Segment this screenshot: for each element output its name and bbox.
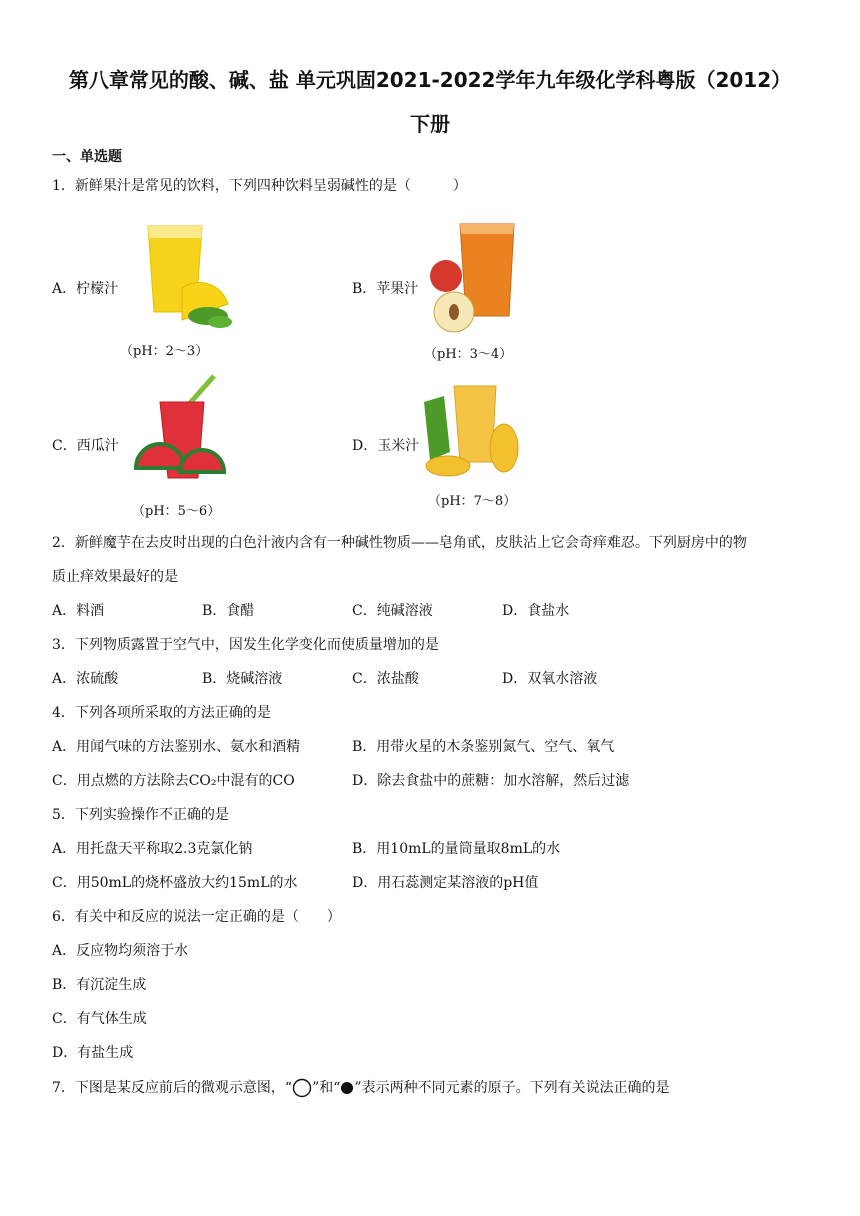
- black-atom-icon: [340, 1081, 354, 1095]
- question-5-stem: 5．下列实验操作不正确的是: [52, 807, 229, 823]
- white-atom-icon: [292, 1078, 312, 1098]
- q3-option-d: D．双氧水溶液: [502, 671, 598, 687]
- section-heading: 一、单选题: [52, 149, 122, 165]
- q6-option-c: C．有气体生成: [52, 1011, 147, 1027]
- question-7-stem-mid: ”和“: [312, 1080, 341, 1096]
- q4-option-c: C．用点燃的方法除去CO₂中混有的CO: [52, 773, 295, 789]
- apple-juice-image: [426, 220, 526, 334]
- lemon-juice-image: [132, 220, 232, 332]
- q3-option-a: A．浓硫酸: [52, 671, 119, 687]
- q6-option-a: A．反应物均须溶于水: [52, 943, 189, 959]
- q2-option-a: A．料酒: [52, 603, 105, 619]
- q3-option-c: C．浓盐酸: [352, 671, 419, 687]
- q4-option-d: D．除去食盐中的蔗糖：加水溶解，然后过滤: [352, 773, 630, 789]
- question-7-stem-post: ”表示两种不同元素的原子。下列有关说法正确的是: [354, 1080, 670, 1096]
- q3-option-b: B．烧碱溶液: [202, 671, 283, 687]
- q1-option-a: A．柠檬汁: [52, 281, 119, 297]
- q5-option-a: A．用托盘天平称取2.3克氯化钠: [52, 841, 253, 857]
- q1-option-d: D．玉米汁: [352, 438, 420, 454]
- q1-option-c-ph: （pH：5～6）: [132, 504, 221, 519]
- question-7-stem-pre: 7．下图是某反应前后的微观示意图，“: [52, 1080, 293, 1096]
- page-title-line2: 下册: [410, 112, 450, 136]
- q4-option-a: A．用闻气味的方法鉴别水、氨水和酒精: [52, 739, 301, 755]
- q1-option-b: B．苹果汁: [352, 281, 419, 297]
- q6-option-b: B．有沉淀生成: [52, 977, 147, 993]
- q4-option-b: B．用带火星的木条鉴别氮气、空气、氧气: [352, 739, 615, 755]
- question-2-stem-line1: 2．新鲜魔芋在去皮时出现的白色汁液内含有一种碱性物质——皂角甙，皮肤沾上它会奇痒难忍。下列厨房中的物: [52, 535, 747, 551]
- q1-option-b-ph: （pH：3～4）: [424, 347, 513, 362]
- question-3-stem: 3．下列物质露置于空气中，因发生化学变化而使质量增加的是: [52, 637, 439, 653]
- q1-option-d-ph: （pH：7～8）: [428, 494, 517, 509]
- q5-option-d: D．用石蕊测定某溶液的pH值: [352, 875, 539, 891]
- page-title: 第八章常见的酸、碱、盐 单元巩固2021-2022学年九年级化学科粤版（2012）: [68, 68, 792, 92]
- q1-option-a-ph: （pH：2～3）: [120, 344, 209, 359]
- question-1-stem: 1．新鲜果汁是常见的饮料，下列四种饮料呈弱碱性的是（ ）: [52, 178, 467, 194]
- q1-option-c: C．西瓜汁: [52, 438, 119, 454]
- q6-option-d: D．有盐生成: [52, 1045, 134, 1061]
- question-7-stem: [52, 1078, 670, 1098]
- question-2-stem-line2: 质止痒效果最好的是: [52, 569, 178, 585]
- q5-option-c: C．用50mL的烧杯盛放大约15mL的水: [52, 875, 298, 891]
- q2-option-d: D．食盐水: [502, 603, 570, 619]
- question-4-stem: 4．下列各项所采取的方法正确的是: [52, 705, 271, 721]
- q5-option-b: B．用10mL的量筒量取8mL的水: [352, 841, 561, 857]
- q2-option-b: B．食醋: [202, 603, 255, 619]
- q2-option-c: C．纯碱溶液: [352, 603, 433, 619]
- question-6-stem: 6．有关中和反应的说法一定正确的是（ ）: [52, 909, 341, 925]
- watermelon-juice-image: [132, 372, 232, 492]
- corn-juice-image: [424, 382, 524, 482]
